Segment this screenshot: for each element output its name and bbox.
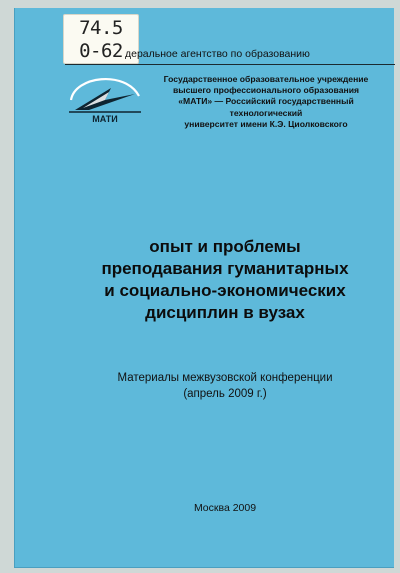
book-title xyxy=(75,236,375,324)
logo-text: МАТИ xyxy=(92,114,118,124)
institution-line: высшего профессионального образования xyxy=(173,85,359,96)
title-line: опыт и проблемы xyxy=(149,237,301,256)
subtitle-line: (апрель 2009 г.) xyxy=(183,388,267,400)
agency-name: деральное агентство по образованию xyxy=(125,48,310,60)
sticker-line-1: 74.5 xyxy=(79,17,123,39)
institution-line: Государственное образовательное учреждение xyxy=(163,74,369,84)
institution-line: «МАТИ» — Российский государственный технологический xyxy=(178,96,354,118)
subtitle-line: Материалы межвузовской конференции xyxy=(117,372,333,384)
title-line: и социально-экономических xyxy=(104,281,346,300)
institution-block xyxy=(143,74,389,130)
title-line: преподавания гуманитарных xyxy=(101,259,349,278)
place-year: Москва 2009 xyxy=(193,502,257,514)
header-divider xyxy=(65,64,395,65)
book-cover xyxy=(14,8,394,568)
book-subtitle xyxy=(75,370,375,402)
mati-logo xyxy=(65,70,143,126)
institution-line: университет имени К.Э. Циолковского xyxy=(184,118,348,129)
sticker-line-2: 0-62 xyxy=(79,40,123,62)
title-line: дисциплин в вузах xyxy=(145,303,305,322)
